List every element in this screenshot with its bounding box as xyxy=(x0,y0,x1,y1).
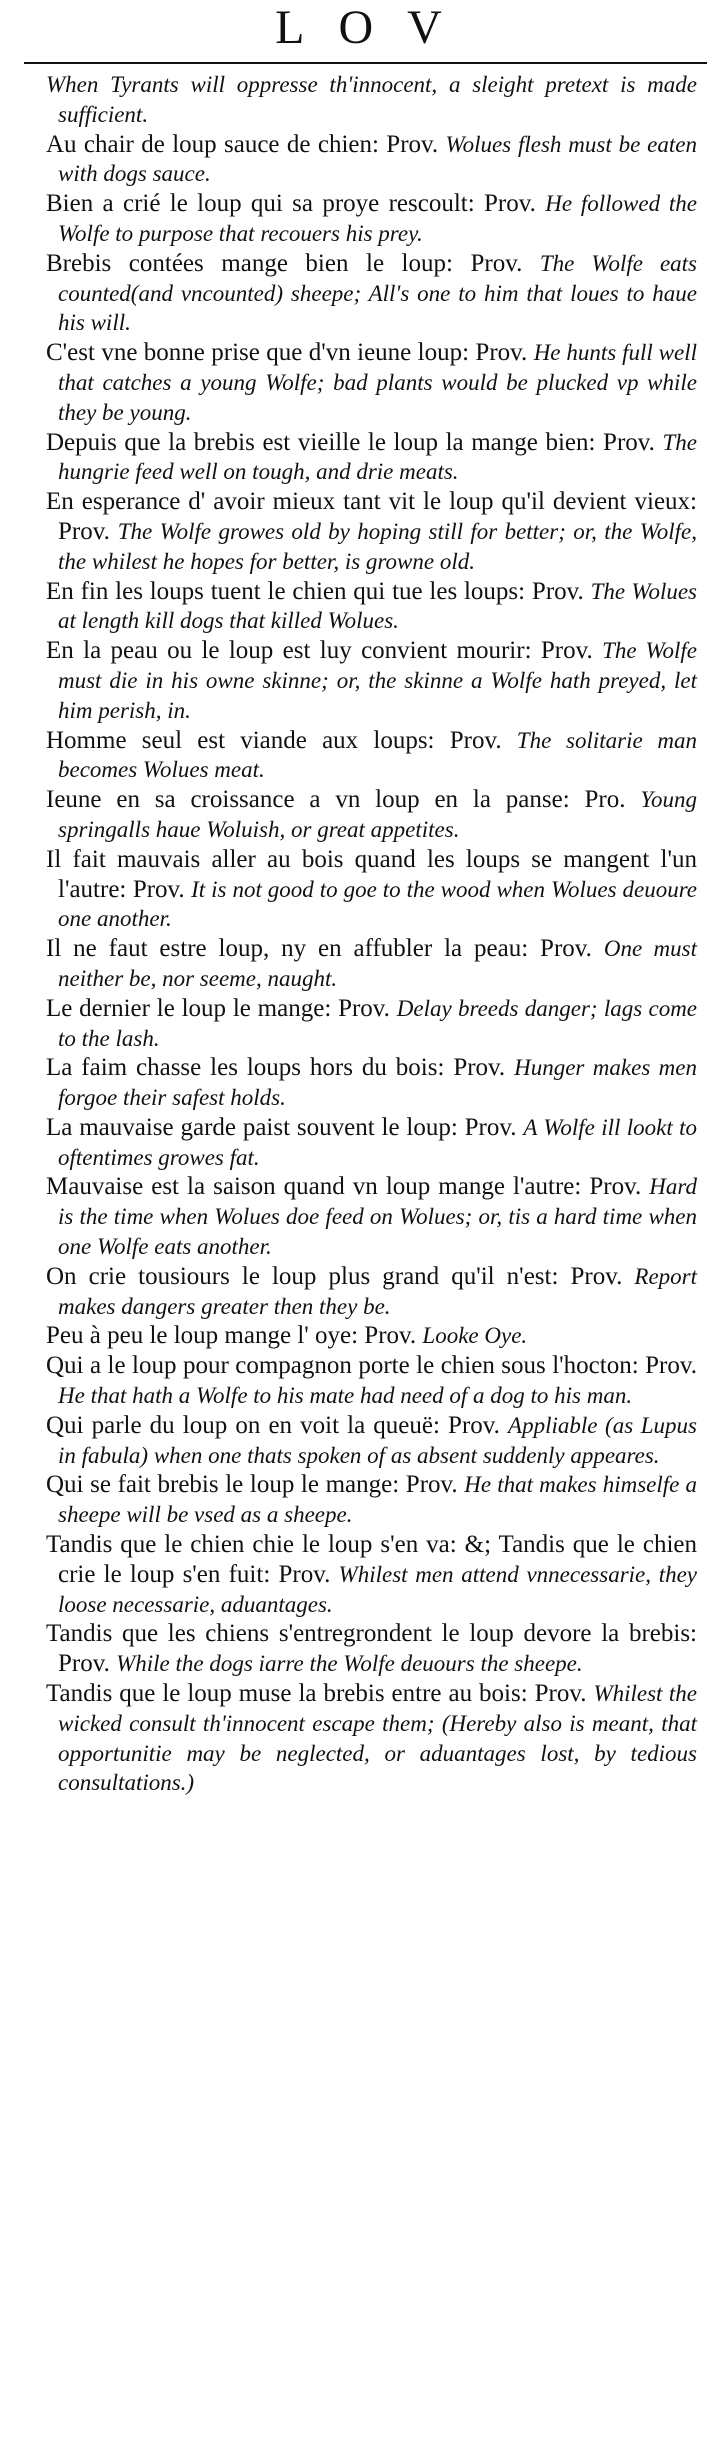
french-proverb: Bien a crié le loup qui sa proye rescoult: Prov. xyxy=(46,190,536,218)
english-gloss: He hunts full well that catches a young Wolfe; bad plants would be plucked vp while they be young. xyxy=(58,340,697,425)
dictionary-entry xyxy=(46,1321,697,1351)
dictionary-entry xyxy=(46,1262,697,1322)
dictionary-entry xyxy=(46,70,697,130)
english-gloss: Delay breeds danger; lags come to the lash. xyxy=(58,995,698,1051)
dictionary-entry xyxy=(46,487,697,576)
dictionary-entry xyxy=(46,1411,697,1471)
dictionary-entry xyxy=(46,428,697,488)
french-proverb: Au chair de loup sauce de chien: Prov. xyxy=(46,130,439,158)
french-proverb: Homme seul est viande aux loups: Prov. xyxy=(46,726,502,754)
dictionary-entry xyxy=(46,636,697,725)
english-gloss: He followed the Wolfe to purpose that recouers his prey. xyxy=(58,191,698,246)
dictionary-entry xyxy=(46,1619,697,1679)
english-gloss: When Tyrants will oppresse th'innocent, a sleight pretext is made sufficient. xyxy=(46,72,697,127)
english-gloss: The hungrie feed well on tough, and drie meats. xyxy=(58,429,698,485)
english-gloss: Whilest the wicked consult th'innocent escape them; (Hereby also is meant, that opportunitie may be neglected, or aduantages lost, by tedious consultations.) xyxy=(58,1681,698,1796)
english-gloss: It is not good to goe to the wood when Wolues deuoure one another. xyxy=(58,876,698,932)
english-gloss: Wolues flesh must be eaten with dogs sauce. xyxy=(58,131,697,187)
dictionary-entry xyxy=(46,249,697,338)
french-proverb: La mauvaise garde paist souvent le loup: Prov. xyxy=(46,1113,517,1141)
entries-list xyxy=(0,64,721,1798)
english-gloss: The Wolfe must die in his owne skinne; or, the skinne a Wolfe hath preyed, let him perish, in. xyxy=(58,638,697,723)
french-proverb: Il ne faut estre loup, ny en affubler la peau: Prov. xyxy=(46,935,592,963)
dictionary-entry xyxy=(46,1113,697,1173)
dictionary-entry xyxy=(46,577,697,637)
english-gloss: The Wolfe eats counted(and vncounted) sheepe; All's one to him that loues to haue his will. xyxy=(58,250,698,336)
french-proverb: Mauvaise est la saison quand vn loup mange l'autre: Prov. xyxy=(46,1173,642,1201)
english-gloss: He that makes himselfe a sheepe will be vsed as a sheepe. xyxy=(58,1472,697,1528)
english-gloss: Hunger makes men forgoe their safest holds. xyxy=(58,1055,697,1111)
french-proverb: Tandis que les chiens s'entregrondent le loup devore la brebis: Prov. xyxy=(46,1620,697,1678)
dictionary-entry xyxy=(46,994,697,1054)
english-gloss: The solitarie man becomes Wolues meat. xyxy=(58,727,698,783)
dictionary-entry xyxy=(46,1172,697,1261)
english-gloss: One must neither be, nor seeme, naught. xyxy=(58,936,697,991)
french-proverb: Brebis contées mange bien le loup: Prov. xyxy=(46,249,523,277)
french-proverb: En la peau ou le loup est luy convient mourir: Prov. xyxy=(46,637,593,665)
dictionary-entry xyxy=(46,1530,697,1619)
dictionary-entry xyxy=(46,1679,697,1798)
french-proverb: En fin les loups tuent le chien qui tue les loups: Prov. xyxy=(46,577,584,605)
english-gloss: Young springalls haue Woluish, or great appetites. xyxy=(58,787,697,842)
english-gloss: He that hath a Wolfe to his mate had need of a dog to his man. xyxy=(58,1383,633,1409)
french-proverb: Tandis que le chien chie le loup s'en va: &; Tandis que le chien crie le loup s'en fuit: Prov. xyxy=(46,1531,697,1588)
french-proverb: La faim chasse les loups hors du bois: Prov. xyxy=(46,1054,506,1082)
dictionary-entry xyxy=(46,726,697,786)
dictionary-entry xyxy=(46,785,697,845)
french-proverb: On crie tousiours le loup plus grand qu'il n'est: Prov. xyxy=(46,1262,623,1290)
french-proverb: Qui a le loup pour compagnon porte le chien sous l'hocton: Prov. xyxy=(46,1352,697,1380)
english-gloss: While the dogs iarre the Wolfe deuours the sheepe. xyxy=(116,1651,583,1677)
dictionary-entry xyxy=(46,130,697,190)
french-proverb: Le dernier le loup le mange: Prov. xyxy=(46,994,390,1022)
dictionary-entry xyxy=(46,1470,697,1530)
french-proverb: Qui se fait brebis le loup le mange: Prov. xyxy=(46,1471,458,1499)
dictionary-entry xyxy=(46,845,697,934)
english-gloss: The Wolues at length kill dogs that killed Wolues. xyxy=(58,578,697,634)
dictionary-entry xyxy=(46,934,697,994)
dictionary-entry xyxy=(46,1053,697,1113)
english-gloss: Looke Oye. xyxy=(422,1323,528,1349)
english-gloss: Appliable (as Lupus in fabula) when one thats spoken of as absent suddenly appeares. xyxy=(58,1412,698,1468)
french-proverb: Il fait mauvais aller au bois quand les loups se mangent l'un l'autre: Prov. xyxy=(46,845,697,903)
english-gloss: Whilest men attend vnnecessarie, they loose necessarie, aduantages. xyxy=(58,1561,698,1617)
french-proverb: Peu à peu le loup mange l' oye: Prov. xyxy=(46,1322,417,1350)
page-header: LOV xyxy=(275,1,476,54)
french-proverb: Qui parle du loup on en voit la queuë: Prov. xyxy=(46,1411,500,1439)
french-proverb: Tandis que le loup muse la brebis entre au bois: Prov. xyxy=(46,1680,587,1708)
french-proverb: Ieune en sa croissance a vn loup en la panse: Pro. xyxy=(46,786,626,814)
french-proverb: En esperance d' avoir mieux tant vit le loup qu'il devient vieux: Prov. xyxy=(46,488,697,545)
english-gloss: Hard is the time when Wolues doe feed on Wolues; or, tis a hard time when one Wolfe eats another. xyxy=(58,1174,698,1260)
dictionary-entry xyxy=(46,338,697,427)
english-gloss: Report makes dangers greater then they be. xyxy=(58,1263,698,1319)
english-gloss: A Wolfe ill lookt to oftentimes growes fat. xyxy=(58,1114,697,1170)
english-gloss: The Wolfe growes old by hoping still for better; or, the Wolfe, the whilest he hopes for better, is growne old. xyxy=(58,518,697,574)
french-proverb: C'est vne bonne prise que d'vn ieune loup: Prov. xyxy=(46,339,528,367)
dictionary-entry xyxy=(46,189,697,249)
dictionary-entry xyxy=(46,1351,697,1411)
french-proverb: Depuis que la brebis est vieille le loup la mange bien: Prov. xyxy=(46,428,655,456)
